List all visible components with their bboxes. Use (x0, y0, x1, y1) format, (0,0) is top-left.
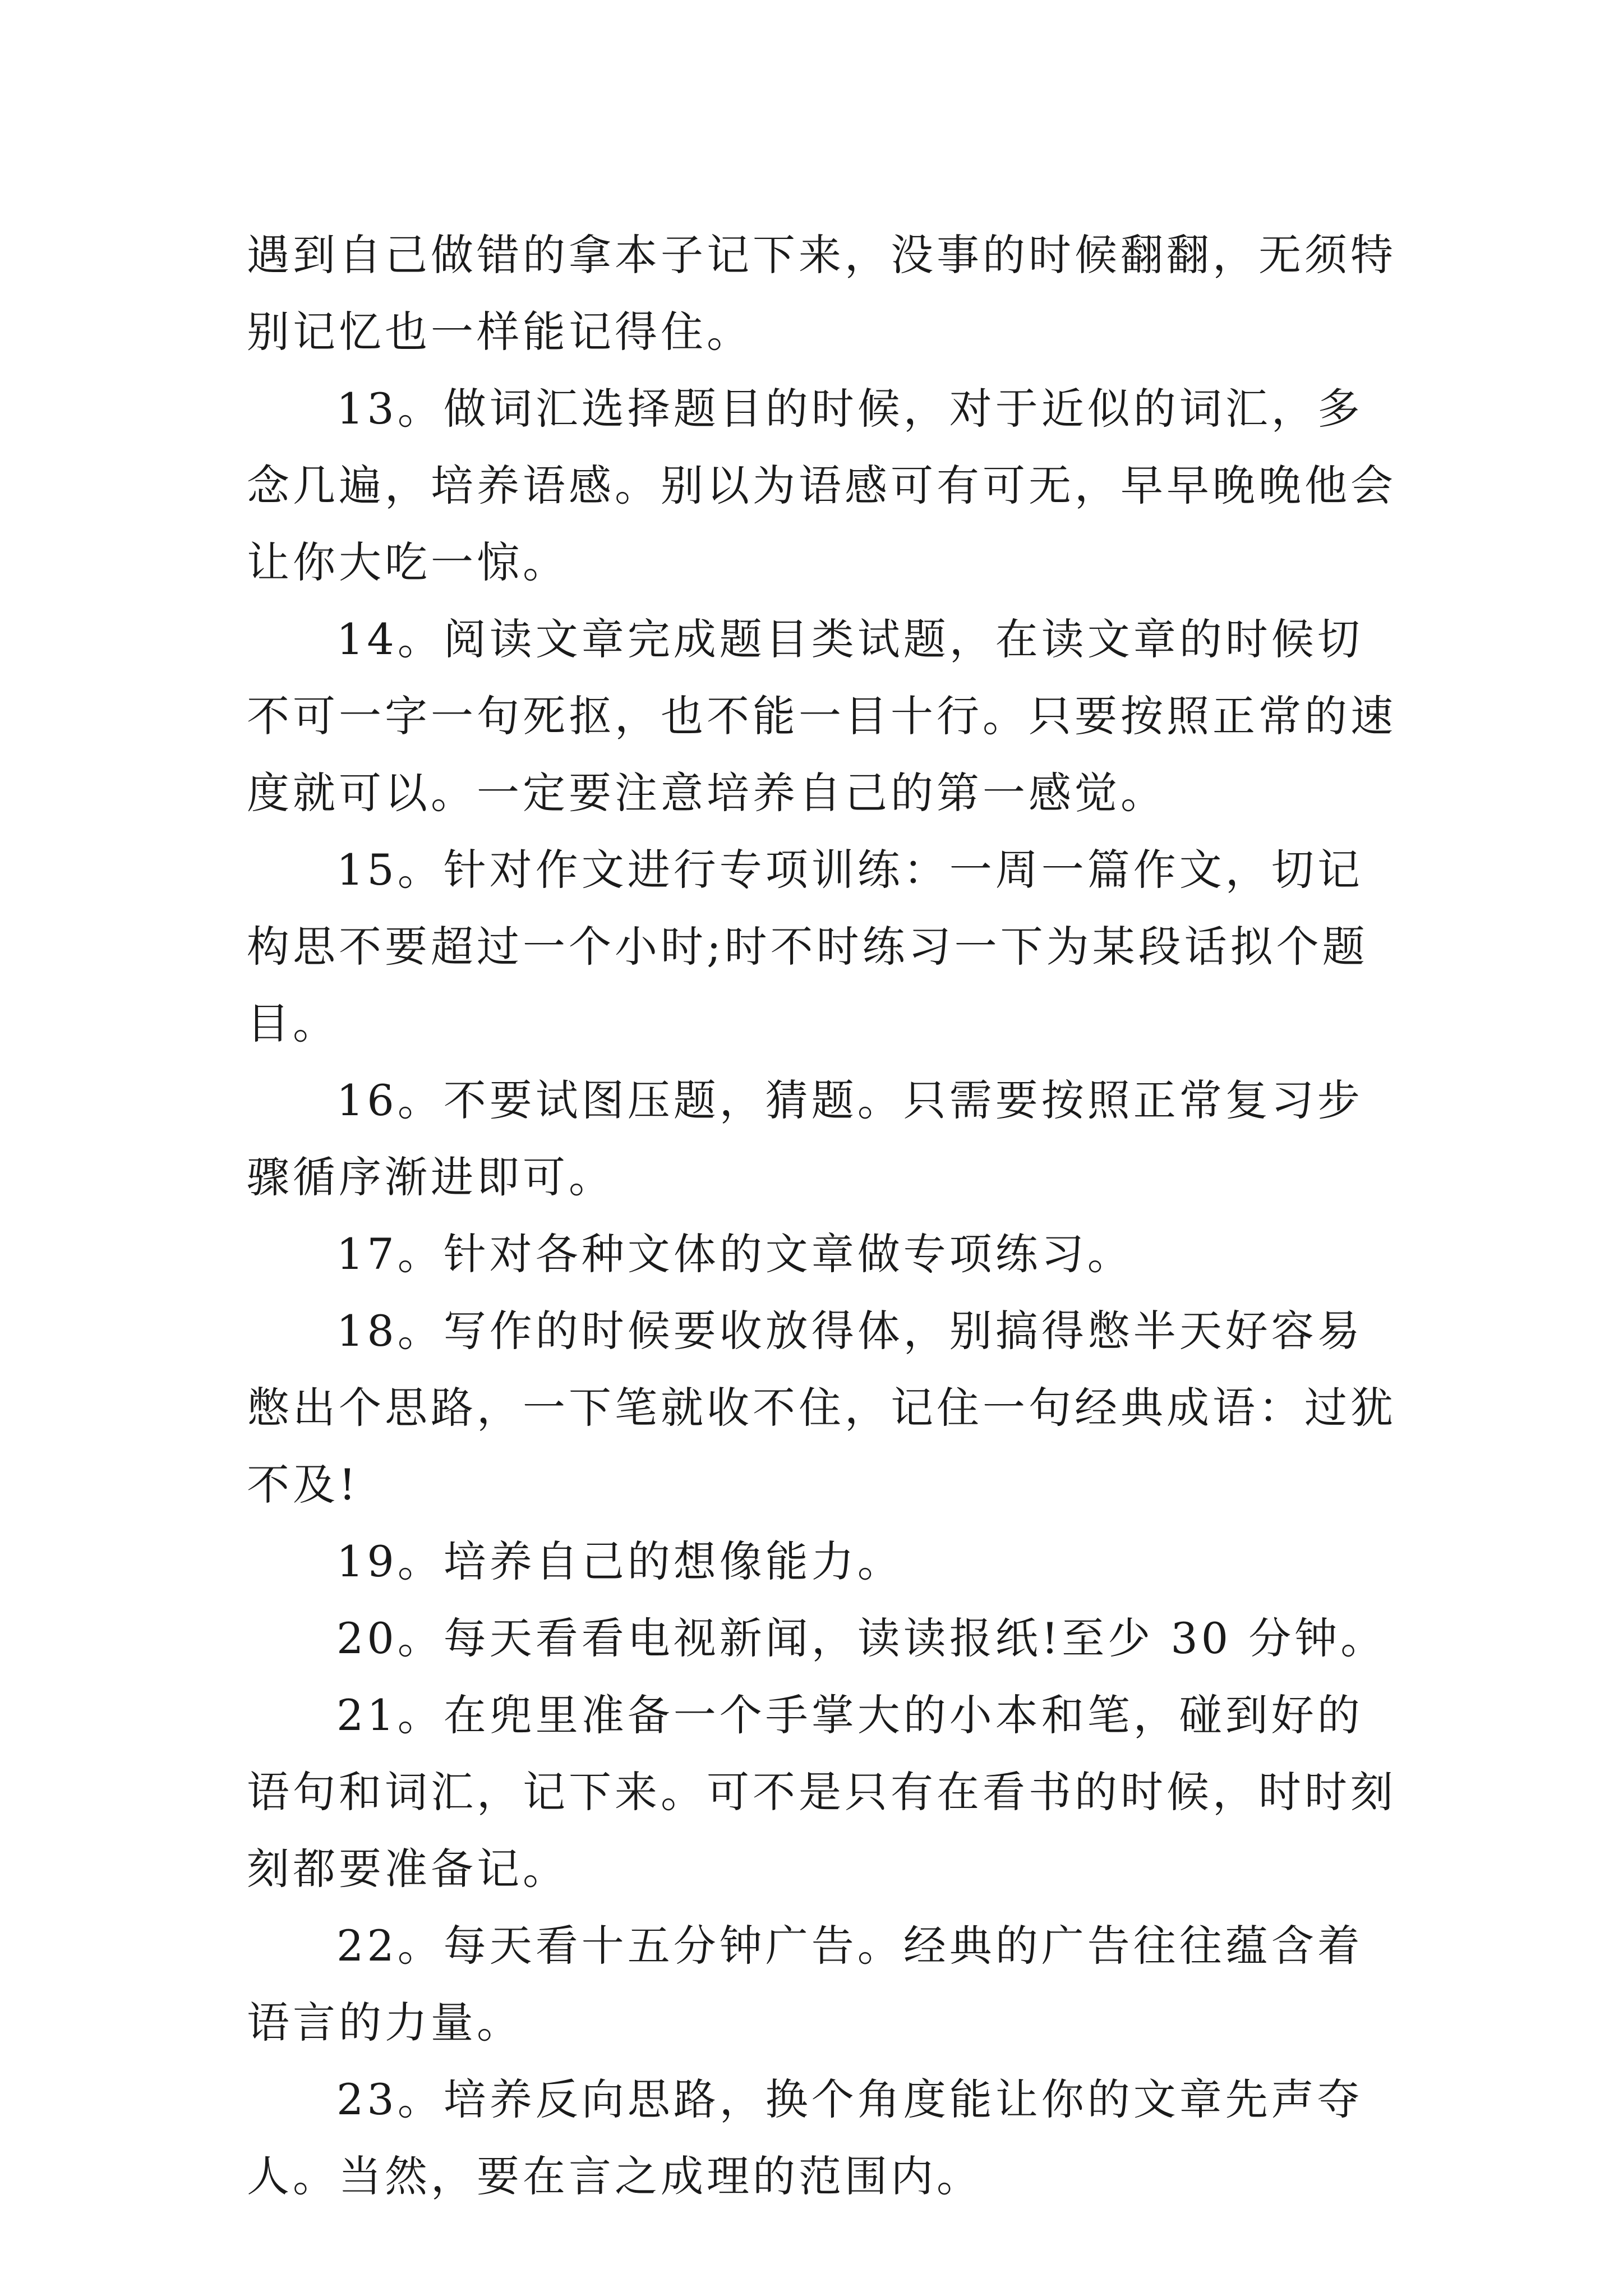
paragraph-item-14: 14。阅读文章完成题目类试题，在读文章的时候切不可一字一句死抠，也不能一目十行。只要按照正常的速度就可以。一定要注意培养自己的第一感觉。 (247, 614, 1396, 818)
paragraph-item-15: 15。针对作文进行专项训练：一周一篇作文，切记构思不要超过一个小时;时不时练习一下为某段话拟个题目。 (247, 845, 1368, 1048)
paragraph-item-19: 19。培养自己的想像能力。 (336, 1536, 903, 1586)
document-body (247, 217, 1396, 2215)
paragraph-item-13: 13。做词汇选择题目的时候，对于近似的词汇，多念几遍，培养语感。别以为语感可有可无，早早晚晚他会让你大吃一惊。 (247, 384, 1396, 587)
paragraph-item-23: 23。培养反向思路，换个角度能让你的文章先声夺人。当然，要在言之成理的范围内。 (247, 2074, 1363, 2201)
paragraph-continuation: 遇到自己做错的拿本子记下来，没事的时候翻翻，无须特别记忆也一样能记得住。 (247, 230, 1396, 357)
paragraph-item-17: 17。针对各种文体的文章做专项练习。 (336, 1229, 1133, 1279)
paragraph-item-20: 20。每天看看电视新闻，读读报纸!至少 30 分钟。 (336, 1613, 1387, 1663)
paragraph-item-22: 22。每天看十五分钟广告。经典的广告往往蕴含着语言的力量。 (247, 1921, 1363, 2047)
paragraph-item-16: 16。不要试图压题，猜题。只需要按照正常复习步骤循序渐进即可。 (247, 1075, 1363, 1202)
paragraph-item-21: 21。在兜里准备一个手掌大的小本和笔，碰到好的语句和词汇，记下来。可不是只有在看书的时候，时时刻刻都要准备记。 (247, 1690, 1396, 1894)
paragraph-item-18: 18。写作的时候要收放得体，别搞得憋半天好容易憋出个思路，一下笔就收不住，记住一句经典成语：过犹不及! (247, 1306, 1396, 1510)
